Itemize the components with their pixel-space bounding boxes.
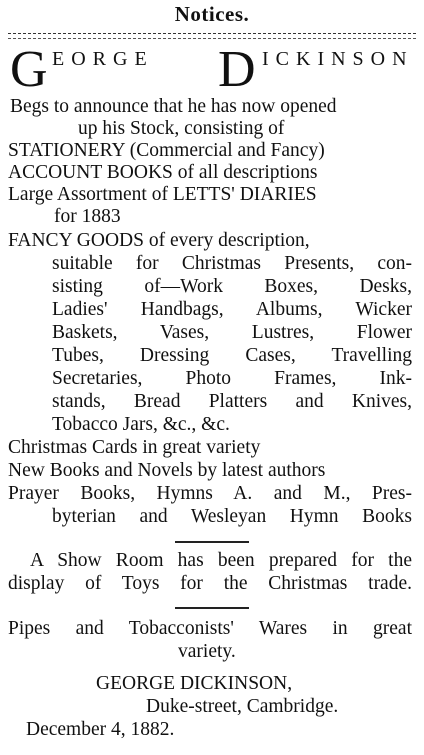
section-divider: [175, 607, 249, 609]
signature-name: GEORGE DICKINSON,: [96, 673, 293, 694]
notice-line: suitable for Christmas Presents, con-: [52, 253, 412, 274]
top-rule-secondary: [8, 38, 416, 39]
notice-line: Pipes and Tobacconists' Wares in great: [8, 618, 412, 639]
first-name-initial: G: [10, 41, 48, 98]
notice-line: New Books and Novels by latest authors: [8, 460, 326, 481]
notice-line: Prayer Books, Hymns A. and M., Pres-: [8, 483, 412, 504]
notice-line: sisting of—Work Boxes, Desks,: [52, 276, 412, 297]
notice-line: FANCY GOODS of every description,: [8, 230, 310, 251]
notice-line: Ladies' Handbags, Albums, Wicker: [52, 299, 412, 320]
notice-line: Tobacco Jars, &c., &c.: [52, 414, 230, 435]
notice-line: variety.: [178, 641, 236, 662]
section-divider: [175, 541, 249, 543]
first-name-rest: EORGE: [52, 48, 154, 70]
notice-line: Begs to announce that he has now opened: [10, 96, 337, 117]
notice-line: for 1883: [54, 206, 121, 227]
signature-date: December 4, 1882.: [26, 719, 175, 740]
top-rule: [8, 33, 416, 34]
notice-line: Christmas Cards in great variety: [8, 437, 261, 458]
last-name-rest: ICKINSON: [262, 48, 414, 70]
signature-address: Duke-street, Cambridge.: [146, 696, 339, 717]
page-heading: Notices.: [174, 2, 250, 26]
advertiser-name: [6, 42, 418, 96]
notice-line: display of Toys for the Christmas trade.: [8, 573, 412, 594]
notice-line: up his Stock, consisting of: [78, 118, 285, 139]
notice-line: Baskets, Vases, Lustres, Flower: [52, 322, 412, 343]
notice-line: A Show Room has been prepared for the: [30, 550, 412, 571]
notice-line: Tubes, Dressing Cases, Travelling: [52, 345, 412, 366]
notice-line: Secretaries, Photo Frames, Ink-: [52, 368, 412, 389]
notice-line: ACCOUNT BOOKS of all descriptions: [8, 162, 318, 183]
notice-line: STATIONERY (Commercial and Fancy): [8, 140, 325, 161]
notice-line: Large Assortment of LETTS' DIARIES: [8, 184, 317, 205]
notice-line: byterian and Wesleyan Hymn Books: [52, 506, 412, 527]
notice-line: stands, Bread Platters and Knives,: [52, 391, 412, 412]
last-name-initial: D: [218, 41, 256, 98]
